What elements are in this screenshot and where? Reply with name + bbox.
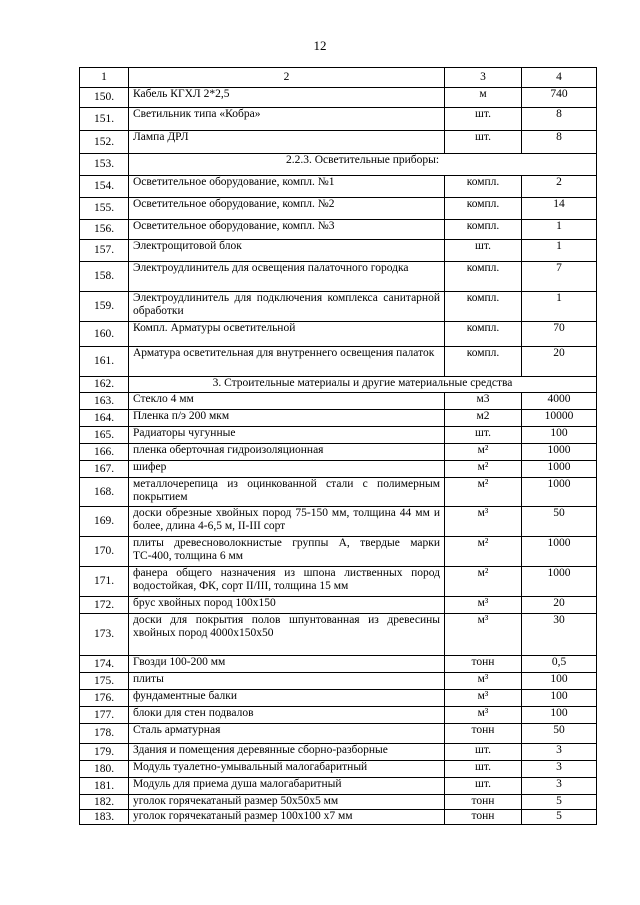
item-quantity: 0,5 [522, 656, 597, 673]
item-quantity: 1000 [522, 537, 597, 567]
item-name: плиты [129, 673, 445, 690]
item-unit: м² [445, 537, 522, 567]
item-unit: компл. [445, 198, 522, 220]
item-name: фундаментные балки [129, 690, 445, 707]
item-unit: м³ [445, 597, 522, 614]
row-number: 154. [80, 176, 129, 198]
row-number: 168. [80, 478, 129, 507]
item-unit: тонн [445, 810, 522, 825]
table-row [80, 322, 597, 347]
item-quantity: 8 [522, 131, 597, 154]
table-row [80, 461, 597, 478]
item-name: Электроудлинитель для освещения палаточного городка [129, 262, 445, 292]
item-name: уголок горячекатаный размер 100х100 х7 мм [129, 810, 445, 825]
row-number: 179. [80, 744, 129, 761]
item-unit: м³ [445, 690, 522, 707]
item-quantity: 100 [522, 690, 597, 707]
item-quantity: 1 [522, 292, 597, 322]
item-unit: тонн [445, 656, 522, 673]
item-name: Светильник типа «Кобра» [129, 108, 445, 131]
item-unit: м³ [445, 707, 522, 724]
row-number: 176. [80, 690, 129, 707]
section-heading: 3. Строительные материалы и другие материальные средства [129, 377, 597, 393]
item-quantity: 3 [522, 761, 597, 778]
item-name: уголок горячекатаный размер 50х50х5 мм [129, 795, 445, 810]
row-number: 159. [80, 292, 129, 322]
item-unit: м³ [445, 507, 522, 537]
item-quantity: 5 [522, 810, 597, 825]
item-name: Электроудлинитель для подключения комплекса санитарной обработки [129, 292, 445, 322]
row-number: 171. [80, 567, 129, 597]
item-quantity: 1000 [522, 478, 597, 507]
row-number: 153. [80, 154, 129, 176]
table-row [80, 673, 597, 690]
row-number: 167. [80, 461, 129, 478]
table-row [80, 108, 597, 131]
item-quantity: 14 [522, 198, 597, 220]
table-row [80, 240, 597, 262]
table-row [80, 707, 597, 724]
row-number: 157. [80, 240, 129, 262]
materials-table [79, 67, 597, 825]
item-name: Кабель КГХЛ 2*2,5 [129, 88, 445, 108]
item-name: блоки для стен подвалов [129, 707, 445, 724]
item-quantity: 50 [522, 724, 597, 744]
item-name: плиты древесноволокнистые группы А, твердые марки ТС-400, толщина 6 мм [129, 537, 445, 567]
row-number: 151. [80, 108, 129, 131]
item-quantity: 20 [522, 597, 597, 614]
table-row [80, 88, 597, 108]
item-unit: м3 [445, 393, 522, 410]
table-row [80, 724, 597, 744]
row-number: 162. [80, 377, 129, 393]
table-row [80, 220, 597, 240]
table-row [80, 154, 597, 176]
item-quantity: 5 [522, 795, 597, 810]
table-row [80, 292, 597, 322]
table-row [80, 507, 597, 537]
item-quantity: 20 [522, 347, 597, 377]
item-unit: шт. [445, 427, 522, 444]
item-unit: тонн [445, 795, 522, 810]
row-number: 166. [80, 444, 129, 461]
header-col-3: 3 [445, 68, 522, 88]
item-unit: м [445, 88, 522, 108]
table-row [80, 410, 597, 427]
item-quantity: 100 [522, 427, 597, 444]
table-row [80, 176, 597, 198]
item-unit: м³ [445, 614, 522, 656]
item-quantity: 100 [522, 707, 597, 724]
item-unit: компл. [445, 176, 522, 198]
row-number: 165. [80, 427, 129, 444]
table-row [80, 444, 597, 461]
item-quantity: 1000 [522, 444, 597, 461]
item-quantity: 8 [522, 108, 597, 131]
table-row [80, 478, 597, 507]
item-quantity: 100 [522, 673, 597, 690]
item-quantity: 740 [522, 88, 597, 108]
table-row [80, 131, 597, 154]
table-row [80, 795, 597, 810]
item-unit: тонн [445, 724, 522, 744]
row-number: 175. [80, 673, 129, 690]
item-unit: шт. [445, 761, 522, 778]
row-number: 161. [80, 347, 129, 377]
item-quantity: 1 [522, 240, 597, 262]
table-row [80, 614, 597, 656]
item-quantity: 3 [522, 744, 597, 761]
table-row [80, 427, 597, 444]
item-name: Электрощитовой блок [129, 240, 445, 262]
row-number: 173. [80, 614, 129, 656]
row-number: 183. [80, 810, 129, 825]
item-name: Здания и помещения деревянные сборно-разборные [129, 744, 445, 761]
item-unit: м² [445, 444, 522, 461]
row-number: 155. [80, 198, 129, 220]
header-col-1: 1 [80, 68, 129, 88]
item-unit: м² [445, 478, 522, 507]
item-name: пленка оберточная гидроизоляционная [129, 444, 445, 461]
row-number: 181. [80, 778, 129, 795]
item-name: доски обрезные хвойных пород 75-150 мм, толщина 44 мм и более, длина 4-6,5 м, II-III сорт [129, 507, 445, 537]
row-number: 160. [80, 322, 129, 347]
item-quantity: 3 [522, 778, 597, 795]
item-unit: компл. [445, 220, 522, 240]
item-name: Гвозди 100-200 мм [129, 656, 445, 673]
table-row [80, 393, 597, 410]
item-name: Пленка п/э 200 мкм [129, 410, 445, 427]
item-name: Осветительное оборудование, компл. №1 [129, 176, 445, 198]
row-number: 180. [80, 761, 129, 778]
item-unit: компл. [445, 262, 522, 292]
table-row [80, 347, 597, 377]
item-name: Модуль для приема душа малогабаритный [129, 778, 445, 795]
row-number: 170. [80, 537, 129, 567]
item-name: Арматура осветительная для внутреннего освещения палаток [129, 347, 445, 377]
item-unit: м³ [445, 673, 522, 690]
row-number: 182. [80, 795, 129, 810]
table-row [80, 198, 597, 220]
table-row [80, 537, 597, 567]
item-name: фанера общего назначения из шпона лиственных пород водостойкая, ФК, сорт II/III, толщина 15 мм [129, 567, 445, 597]
table-row [80, 567, 597, 597]
item-quantity: 7 [522, 262, 597, 292]
item-name: Радиаторы чугунные [129, 427, 445, 444]
table-row [80, 778, 597, 795]
item-unit: шт. [445, 131, 522, 154]
item-name: Осветительное оборудование, компл. №3 [129, 220, 445, 240]
row-number: 150. [80, 88, 129, 108]
item-name: Компл. Арматуры осветительной [129, 322, 445, 347]
table-row [80, 597, 597, 614]
table-row [80, 744, 597, 761]
item-quantity: 1 [522, 220, 597, 240]
section-heading: 2.2.3. Осветительные приборы: [129, 154, 597, 176]
row-number: 174. [80, 656, 129, 673]
item-name: доски для покрытия полов шпунтованная из древесины хвойных пород 4000х150х50 [129, 614, 445, 656]
item-name: Лампа ДРЛ [129, 131, 445, 154]
table-row [80, 761, 597, 778]
item-unit: компл. [445, 292, 522, 322]
table-header-row [80, 68, 597, 88]
item-name: брус хвойных пород 100х150 [129, 597, 445, 614]
item-quantity: 2 [522, 176, 597, 198]
item-unit: шт. [445, 240, 522, 262]
row-number: 172. [80, 597, 129, 614]
row-number: 152. [80, 131, 129, 154]
table-row [80, 810, 597, 825]
item-quantity: 4000 [522, 393, 597, 410]
row-number: 158. [80, 262, 129, 292]
item-name: Сталь арматурная [129, 724, 445, 744]
item-quantity: 70 [522, 322, 597, 347]
item-quantity: 10000 [522, 410, 597, 427]
table-row [80, 690, 597, 707]
header-col-4: 4 [522, 68, 597, 88]
item-quantity: 1000 [522, 461, 597, 478]
item-unit: м² [445, 461, 522, 478]
item-unit: компл. [445, 347, 522, 377]
header-col-2: 2 [129, 68, 445, 88]
item-quantity: 30 [522, 614, 597, 656]
table-row [80, 262, 597, 292]
item-quantity: 1000 [522, 567, 597, 597]
item-name: шифер [129, 461, 445, 478]
item-unit: м2 [445, 410, 522, 427]
item-unit: компл. [445, 322, 522, 347]
row-number: 178. [80, 724, 129, 744]
row-number: 164. [80, 410, 129, 427]
item-unit: шт. [445, 108, 522, 131]
item-unit: шт. [445, 778, 522, 795]
item-unit: шт. [445, 744, 522, 761]
row-number: 156. [80, 220, 129, 240]
item-quantity: 50 [522, 507, 597, 537]
row-number: 177. [80, 707, 129, 724]
table-row [80, 377, 597, 393]
row-number: 163. [80, 393, 129, 410]
row-number: 169. [80, 507, 129, 537]
page-number: 12 [313, 38, 327, 53]
item-name: Стекло 4 мм [129, 393, 445, 410]
item-name: Осветительное оборудование, компл. №2 [129, 198, 445, 220]
item-name: металлочерепица из оцинкованной стали с полимерным покрытием [129, 478, 445, 507]
item-name: Модуль туалетно-умывальный малогабаритный [129, 761, 445, 778]
item-unit: м² [445, 567, 522, 597]
table-row [80, 656, 597, 673]
